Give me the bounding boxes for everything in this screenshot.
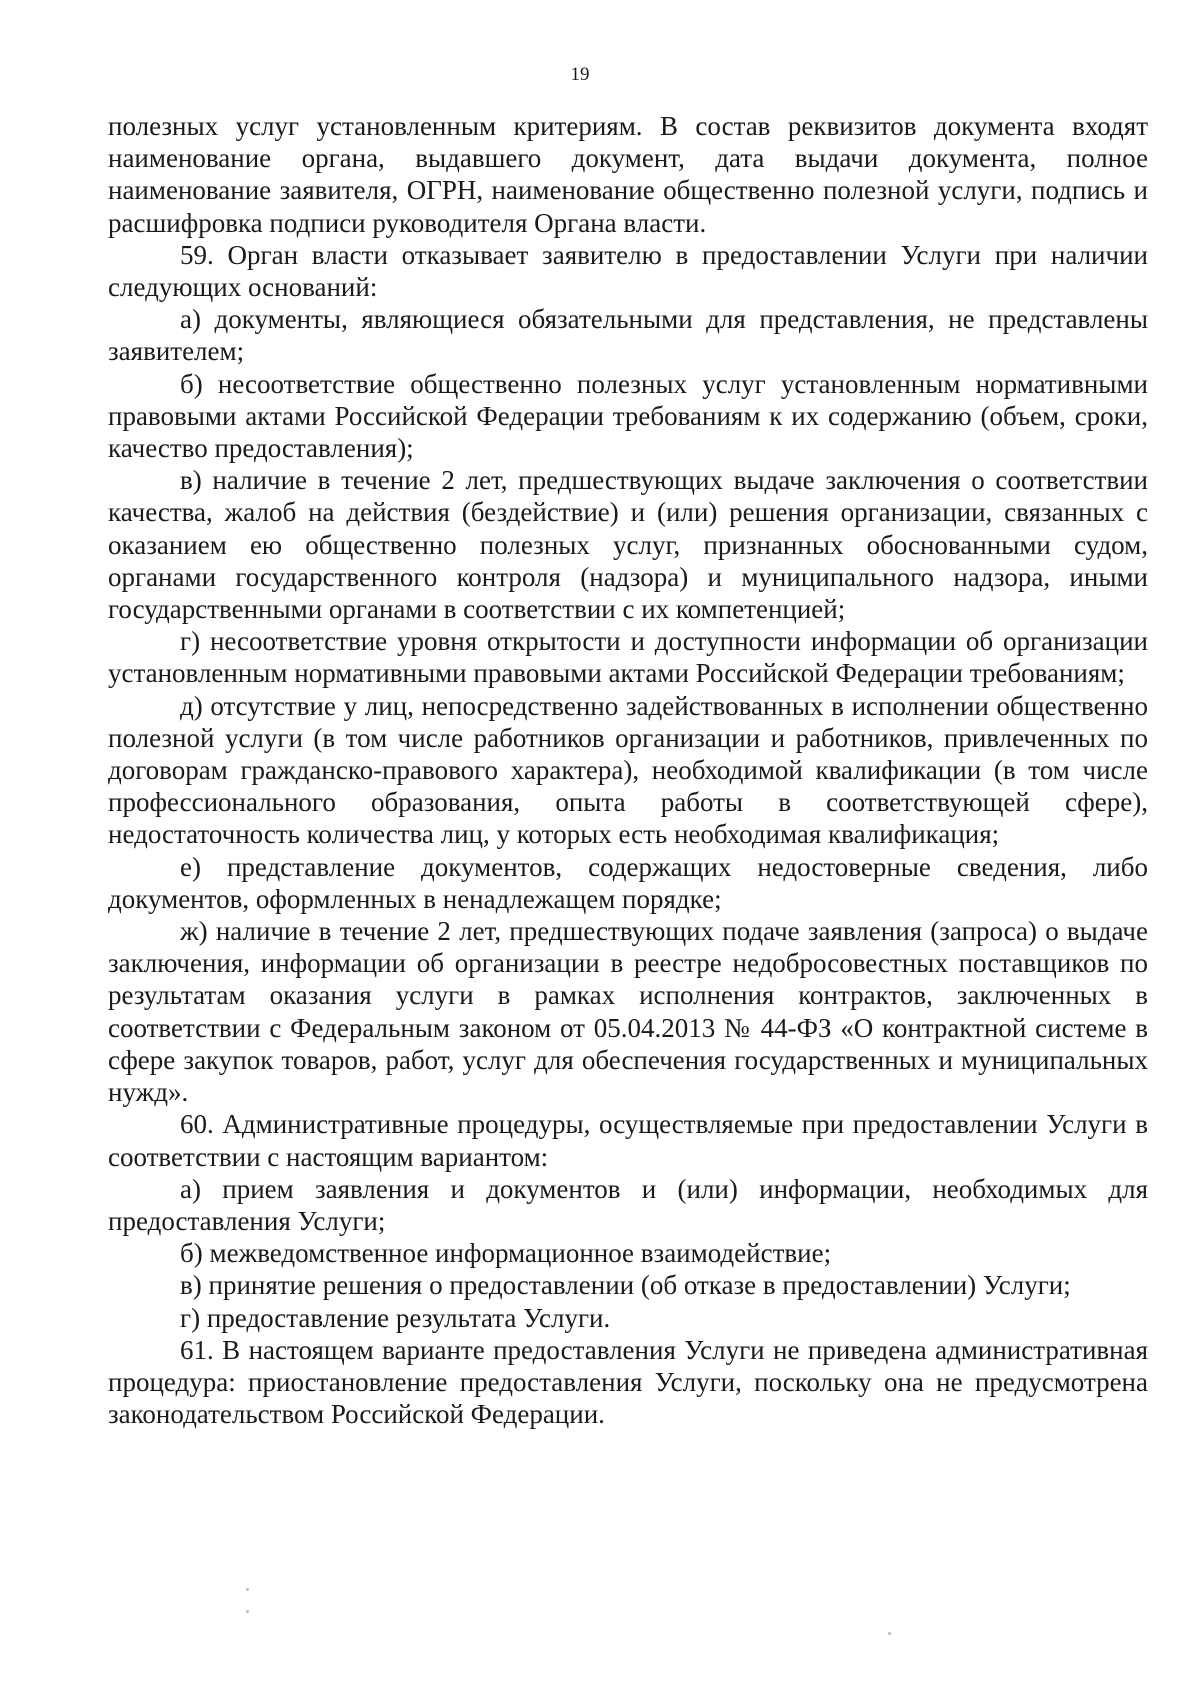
paragraph-59: 59. Орган власти отказывает заявителю в предоставлении Услуги при наличии следующих оснований: (108, 239, 1148, 303)
paragraph-59-d: д) отсутствие у лиц, непосредственно задействованных в исполнении общественно полезной услуги (в том числе работников организации и работников, привлеченных по договорам гражданско-правового характера), необходимой квалификации (в том числе профессионального образования, опыта работы в соответствующей сфере), недостаточность количества лиц, у которых есть необходимая квалификация; (108, 690, 1148, 850)
paragraph-59-a: а) документы, являющиеся обязательными для представления, не представлены заявителем; (108, 304, 1148, 367)
page-number: 19 (570, 64, 590, 85)
paragraph-59-zh: ж) наличие в течение 2 лет, предшествующих подаче заявления (запроса) о выдаче заключения, информации об организации в реестре недобросовестных поставщиков по результатам оказания услуги в рамках исполнения контрактов, заключенных в соответствии с Федеральным законом от 05.04.2013 № 44-ФЗ «О контрактной системе в сфере закупок товаров, работ, услуг для обеспечения государственных и муниципальных нужд». (108, 916, 1148, 1108)
paragraph-59-v: в) наличие в течение 2 лет, предшествующих выдаче заключения о соответствии качества, жалоб на действия (бездействие) и (или) решения организации, связанных с оказанием ею общественно полезных услуг, признанных обоснованными судом, органами государственного контроля (надзора) и муниципального надзора, иными государственными органами в соответствии с их компетенцией; (108, 465, 1148, 625)
document-body (108, 110, 1148, 1430)
paragraph-continuation: полезных услуг установленным критериям. В состав реквизитов документа входят наименование органа, выдавшего документ, дата выдачи документа, полное наименование заявителя, ОГРН, наименование общественно полезной услуги, подпись и расшифровка подписи руководителя Органа власти. (108, 111, 1148, 238)
paragraph-61: 61. В настоящем варианте предоставления Услуги не приведена административная процедура: приостановление предоставления Услуги, поскольку она не предусмотрена законодательством Российской Федерации. (108, 1334, 1148, 1430)
paragraph-60-b: б) межведомственное информационное взаимодействие; (180, 1238, 832, 1269)
paragraph-59-b: б) несоответствие общественно полезных услуг установленным нормативными правовыми актами Российской Федерации требованиям к их содержанию (объем, сроки, качество предоставления); (108, 368, 1148, 464)
scan-speck (246, 1588, 249, 1591)
paragraph-60-v: в) принятие решения о предоставлении (об отказе в предоставлении) Услуги; (180, 1270, 1071, 1301)
scan-speck (246, 1610, 249, 1613)
paragraph-60: 60. Административные процедуры, осуществляемые при предоставлении Услуги в соответствии с настоящим вариантом: (108, 1109, 1148, 1172)
scan-speck (888, 1632, 891, 1635)
paragraph-59-g: г) несоответствие уровня открытости и доступности информации об организации установленным нормативными правовыми актами Российской Федерации требованиям; (108, 626, 1148, 689)
paragraph-60-g: г) предоставление результата Услуги. (180, 1302, 611, 1333)
paragraph-59-e: е) представление документов, содержащих недостоверные сведения, либо документов, оформленных в ненадлежащем порядке; (108, 851, 1148, 914)
paragraph-60-a: а) прием заявления и документов и (или) информации, необходимых для предоставления Услуги; (108, 1173, 1148, 1236)
